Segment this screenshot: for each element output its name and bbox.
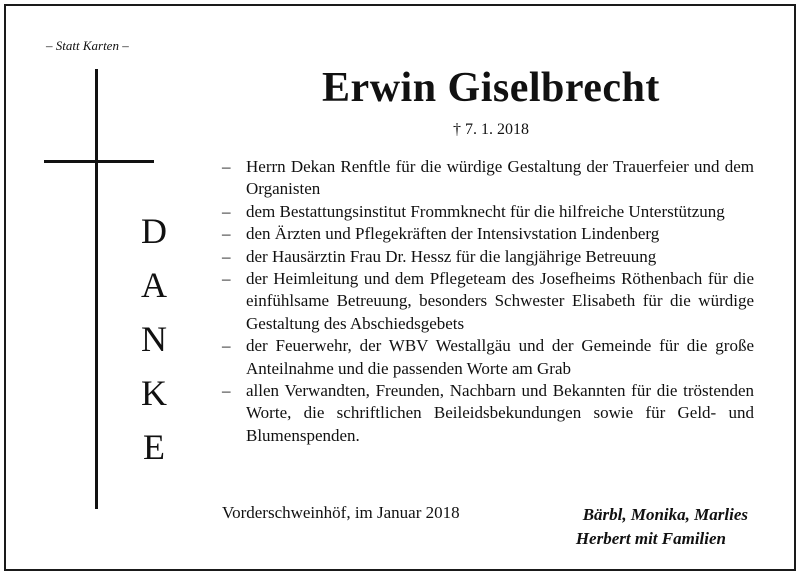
signature-line-2: Herbert mit Familien	[575, 529, 726, 548]
danke-letter: K	[141, 373, 167, 413]
thanks-item: – der Heimleitung und dem Pflegeteam des Josefheims Röthenbach für die einfühlsame Betreuung, besonders Schwester Elisabeth für die würdige Gestaltung des Abschiedsgebets	[222, 268, 754, 335]
statt-karten-note: – Statt Karten –	[46, 38, 129, 53]
thanks-item: – allen Verwandten, Freunden, Nachbarn und Bekannten für die tröstenden Worte, die schriftlichen Beileidsbekundungen sowie für Geld- und Blumenspenden.	[222, 380, 754, 447]
danke-letter: E	[143, 427, 165, 467]
danke-letter: D	[141, 211, 167, 251]
death-date: † 7. 1. 2018	[453, 121, 529, 138]
thanks-list	[222, 156, 754, 447]
danke-vertical-text	[134, 204, 174, 474]
cross-vertical-bar	[95, 69, 98, 509]
deceased-name: Erwin Giselbrecht	[322, 65, 660, 111]
thanks-item: – den Ärzten und Pflegekräften der Intensivstation Lindenberg	[222, 223, 754, 245]
place-and-date: Vorderschweinhöf, im Januar 2018	[222, 503, 460, 522]
thanks-item: – Herrn Dekan Renftle für die würdige Gestaltung der Trauerfeier und dem Organisten	[222, 156, 754, 201]
cross-horizontal-bar	[44, 160, 154, 163]
thanks-item: – dem Bestattungsinstitut Frommknecht für die hilfreiche Unterstützung	[222, 201, 754, 223]
signature-line-1: Bärbl, Monika, Marlies	[582, 505, 748, 524]
thanks-item: – der Hausärztin Frau Dr. Hessz für die langjährige Betreuung	[222, 246, 754, 268]
signature	[576, 503, 748, 551]
danke-letter: A	[141, 265, 167, 305]
thanks-item: – der Feuerwehr, der WBV Westallgäu und der Gemeinde für die große Anteilnahme und die passenden Worte am Grab	[222, 335, 754, 380]
obituary-card	[4, 4, 796, 571]
danke-letter: N	[141, 319, 167, 359]
